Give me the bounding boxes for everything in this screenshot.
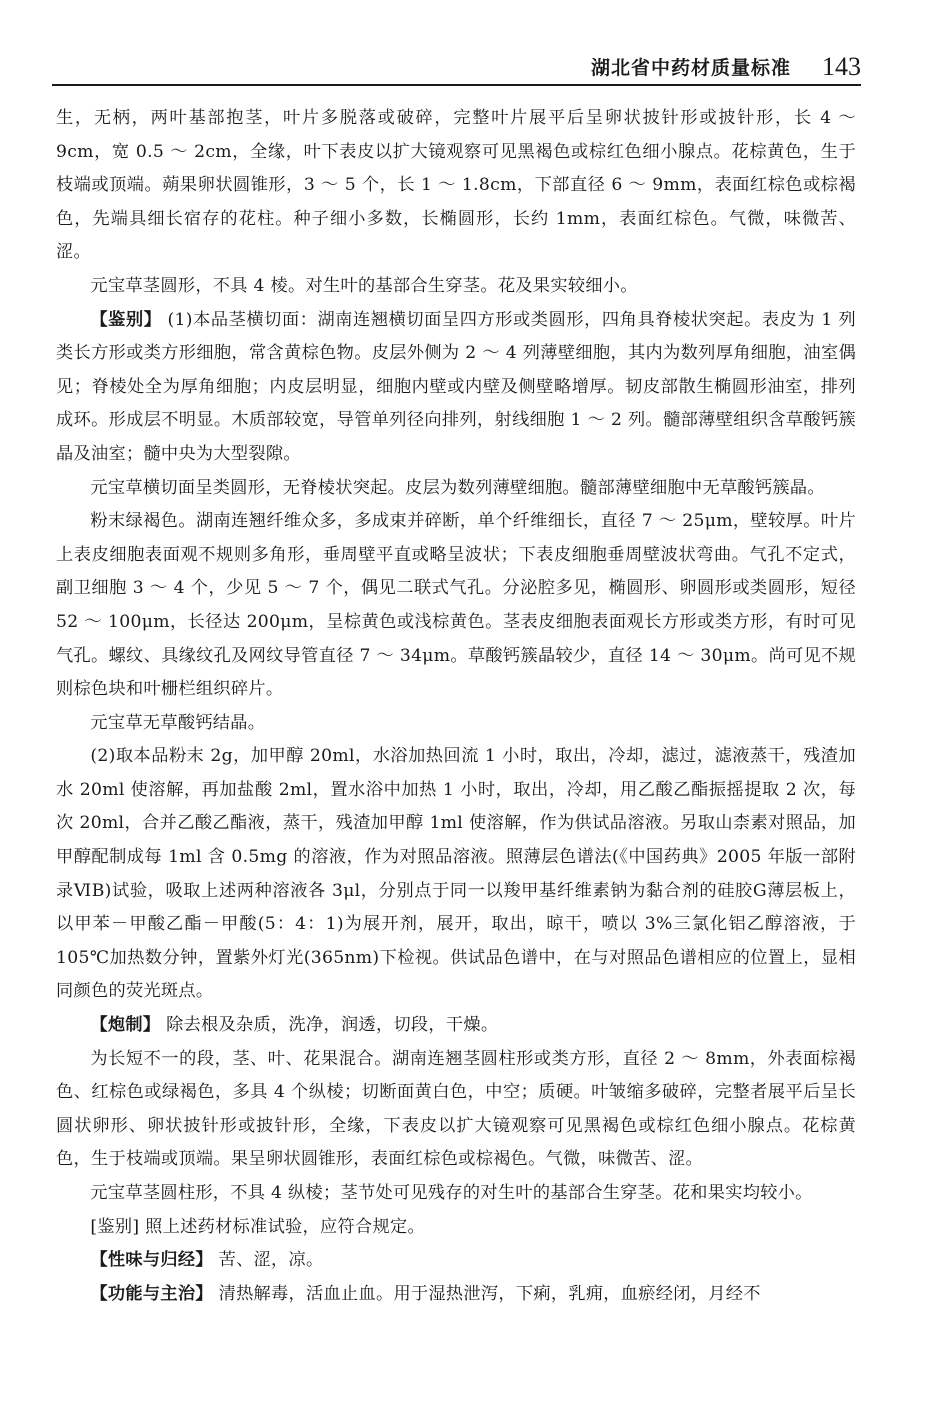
section-heading: 【性味与归经】 xyxy=(90,1250,213,1271)
paragraph-text: 除去根及杂质，洗净，润透，切段，干燥。 xyxy=(160,1015,499,1036)
page-number: 143 xyxy=(822,52,861,81)
section-heading: 【鉴别】 xyxy=(90,309,162,330)
paragraph-processing xyxy=(56,1009,856,1043)
running-header xyxy=(52,48,861,86)
paragraph-continuation: 生，无柄，两叶基部抱茎，叶片多脱落或破碎，完整叶片展平后呈卵状披针形或披针形，长 4 ～ 9cm，宽 0.5 ～ 2cm，全缘，叶下表皮以扩大镜观察可见黑褐色或棕红色细小腺点。花棕黄色，生于枝端或顶端。蒴果卵状圆锥形，3 ～ 5 个，长 1 ～ 1.8cm，下部直径 6 ～ 9mm，表面红棕色或棕褐色，先端具细长宿存的花柱。种子细小多数，长椭圆形，长约 1mm，表面红棕色。气微，味微苦、涩。 xyxy=(56,108,856,263)
paragraph-identification-sub xyxy=(56,1211,856,1245)
paragraph: 元宝草无草酸钙结晶。 xyxy=(90,712,266,733)
paragraph-text: 苦、涩，凉。 xyxy=(212,1250,324,1271)
paragraph: 为长短不一的段，茎、叶、花果混合。湖南连翘茎圆柱形或类方形，直径 2 ～ 8mm，外表面棕褐色、红棕色或绿褐色，多具 4 个纵棱；切断面黄白色，中空；质硬。叶皱缩多破碎，完整者展平后呈长圆状卵形、卵状披针形或披针形，全缘，下表皮以扩大镜观察可见黑褐色或棕红色细小腺点。花棕黄色，生于枝端或顶端。果呈卵状圆锥形，表面红棕色或棕褐色。气微，味微苦、涩。 xyxy=(56,1048,856,1170)
paragraph-text: (1)本品茎横切面：湖南连翘横切面呈四方形或类圆形，四角具脊棱状突起。表皮为 1 列类长方形或类方形细胞，常含黄棕色物。皮层外侧为 2 ～ 4 列薄壁细胞，其内为数列厚角细胞，油室偶见；脊棱处全为厚角细胞；内皮层明显，细胞内壁或内壁及侧壁略增厚。韧皮部散生椭圆形油室，排列成环。形成层不明显。木质部较宽，导管单列径向排列，射线细胞 1 ～ 2 列。髓部薄壁组织含草酸钙簇晶及油室；髓中央为大型裂隙。 xyxy=(56,309,857,464)
paragraph-taste xyxy=(56,1244,856,1278)
paragraph-text: 清热解毒，活血止血。用于湿热泄泻，下痢，乳痈，血瘀经闭，月经不 xyxy=(212,1283,761,1304)
paragraph: 元宝草横切面呈类圆形，无脊棱状突起。皮层为数列薄壁细胞。髓部薄壁细胞中无草酸钙簇晶。 xyxy=(90,477,825,498)
section-heading: 【功能与主治】 xyxy=(90,1283,213,1304)
section-heading: 【炮制】 xyxy=(90,1015,161,1036)
paragraph: (2)取本品粉末 2g，加甲醇 20ml，水浴加热回流 1 小时，取出，冷却，滤过，滤液蒸干，残渣加水 20ml 使溶解，再加盐酸 2ml，置水浴中加热 1 小时，取出，冷却，用乙酸乙酯振摇提取 2 次，每次 20ml，合并乙酸乙酯液，蒸干，残渣加甲醇 1ml 使溶解，作为供试品溶液。另取山柰素对照品，加甲醇配制成每 1ml 含 0.5mg 的溶液，作为对照品溶液。照薄层色谱法(《中国药典》2005 年版一部附录ⅥB)试验，吸取上述两种溶液各 3μl，分别点于同一以羧甲基纤维素钠为黏合剂的硅胶G薄层板上，以甲苯－甲酸乙酯－甲酸(5：4：1)为展开剂，展开，取出，晾干，喷以 3%三氯化铝乙醇溶液，于 105℃加热数分钟，置紫外灯光(365nm)下检视。供试品色谱中，在与对照品色谱相应的位置上，显相同颜色的荧光斑点。 xyxy=(56,746,856,1002)
paragraph: 元宝草茎圆形，不具 4 棱。对生叶的基部合生穿茎。花及果实较细小。 xyxy=(90,275,638,296)
paragraph-text: 照上述药材标准试验，应符合规定。 xyxy=(139,1216,425,1237)
paragraph-function xyxy=(56,1278,856,1312)
paragraph: 元宝草茎圆柱形，不具 4 纵棱；茎节处可见残存的对生叶的基部合生穿茎。花和果实均较小。 xyxy=(90,1183,813,1203)
paragraph-identification xyxy=(56,304,856,472)
body-text xyxy=(56,102,856,1311)
paragraph: 粉末绿褐色。湖南连翘纤维众多，多成束并碎断，单个纤维细长，直径 7 ～ 25μm，壁较厚。叶片上表皮细胞表面观不规则多角形，垂周壁平直或略呈波状；下表皮细胞垂周壁波状弯曲。气孔不定式，副卫细胞 3 ～ 4 个，少见 5 ～ 7 个，偶见二联式气孔。分泌腔多见，椭圆形、卵圆形或类圆形，短径 52 ～ 100μm，长径达 200μm，呈棕黄色或浅棕黄色。茎表皮细胞表面观长方形或类方形，有时可见气孔。螺纹、具缘纹孔及网纹导管直径 7 ～ 34μm。草酸钙簇晶较少，直径 14 ～ 30μm。尚可见不规则棕色块和叶栅栏组织碎片。 xyxy=(56,511,856,700)
subsection-heading: [鉴别] xyxy=(90,1216,140,1237)
header-title: 湖北省中药材质量标准 xyxy=(590,57,791,79)
